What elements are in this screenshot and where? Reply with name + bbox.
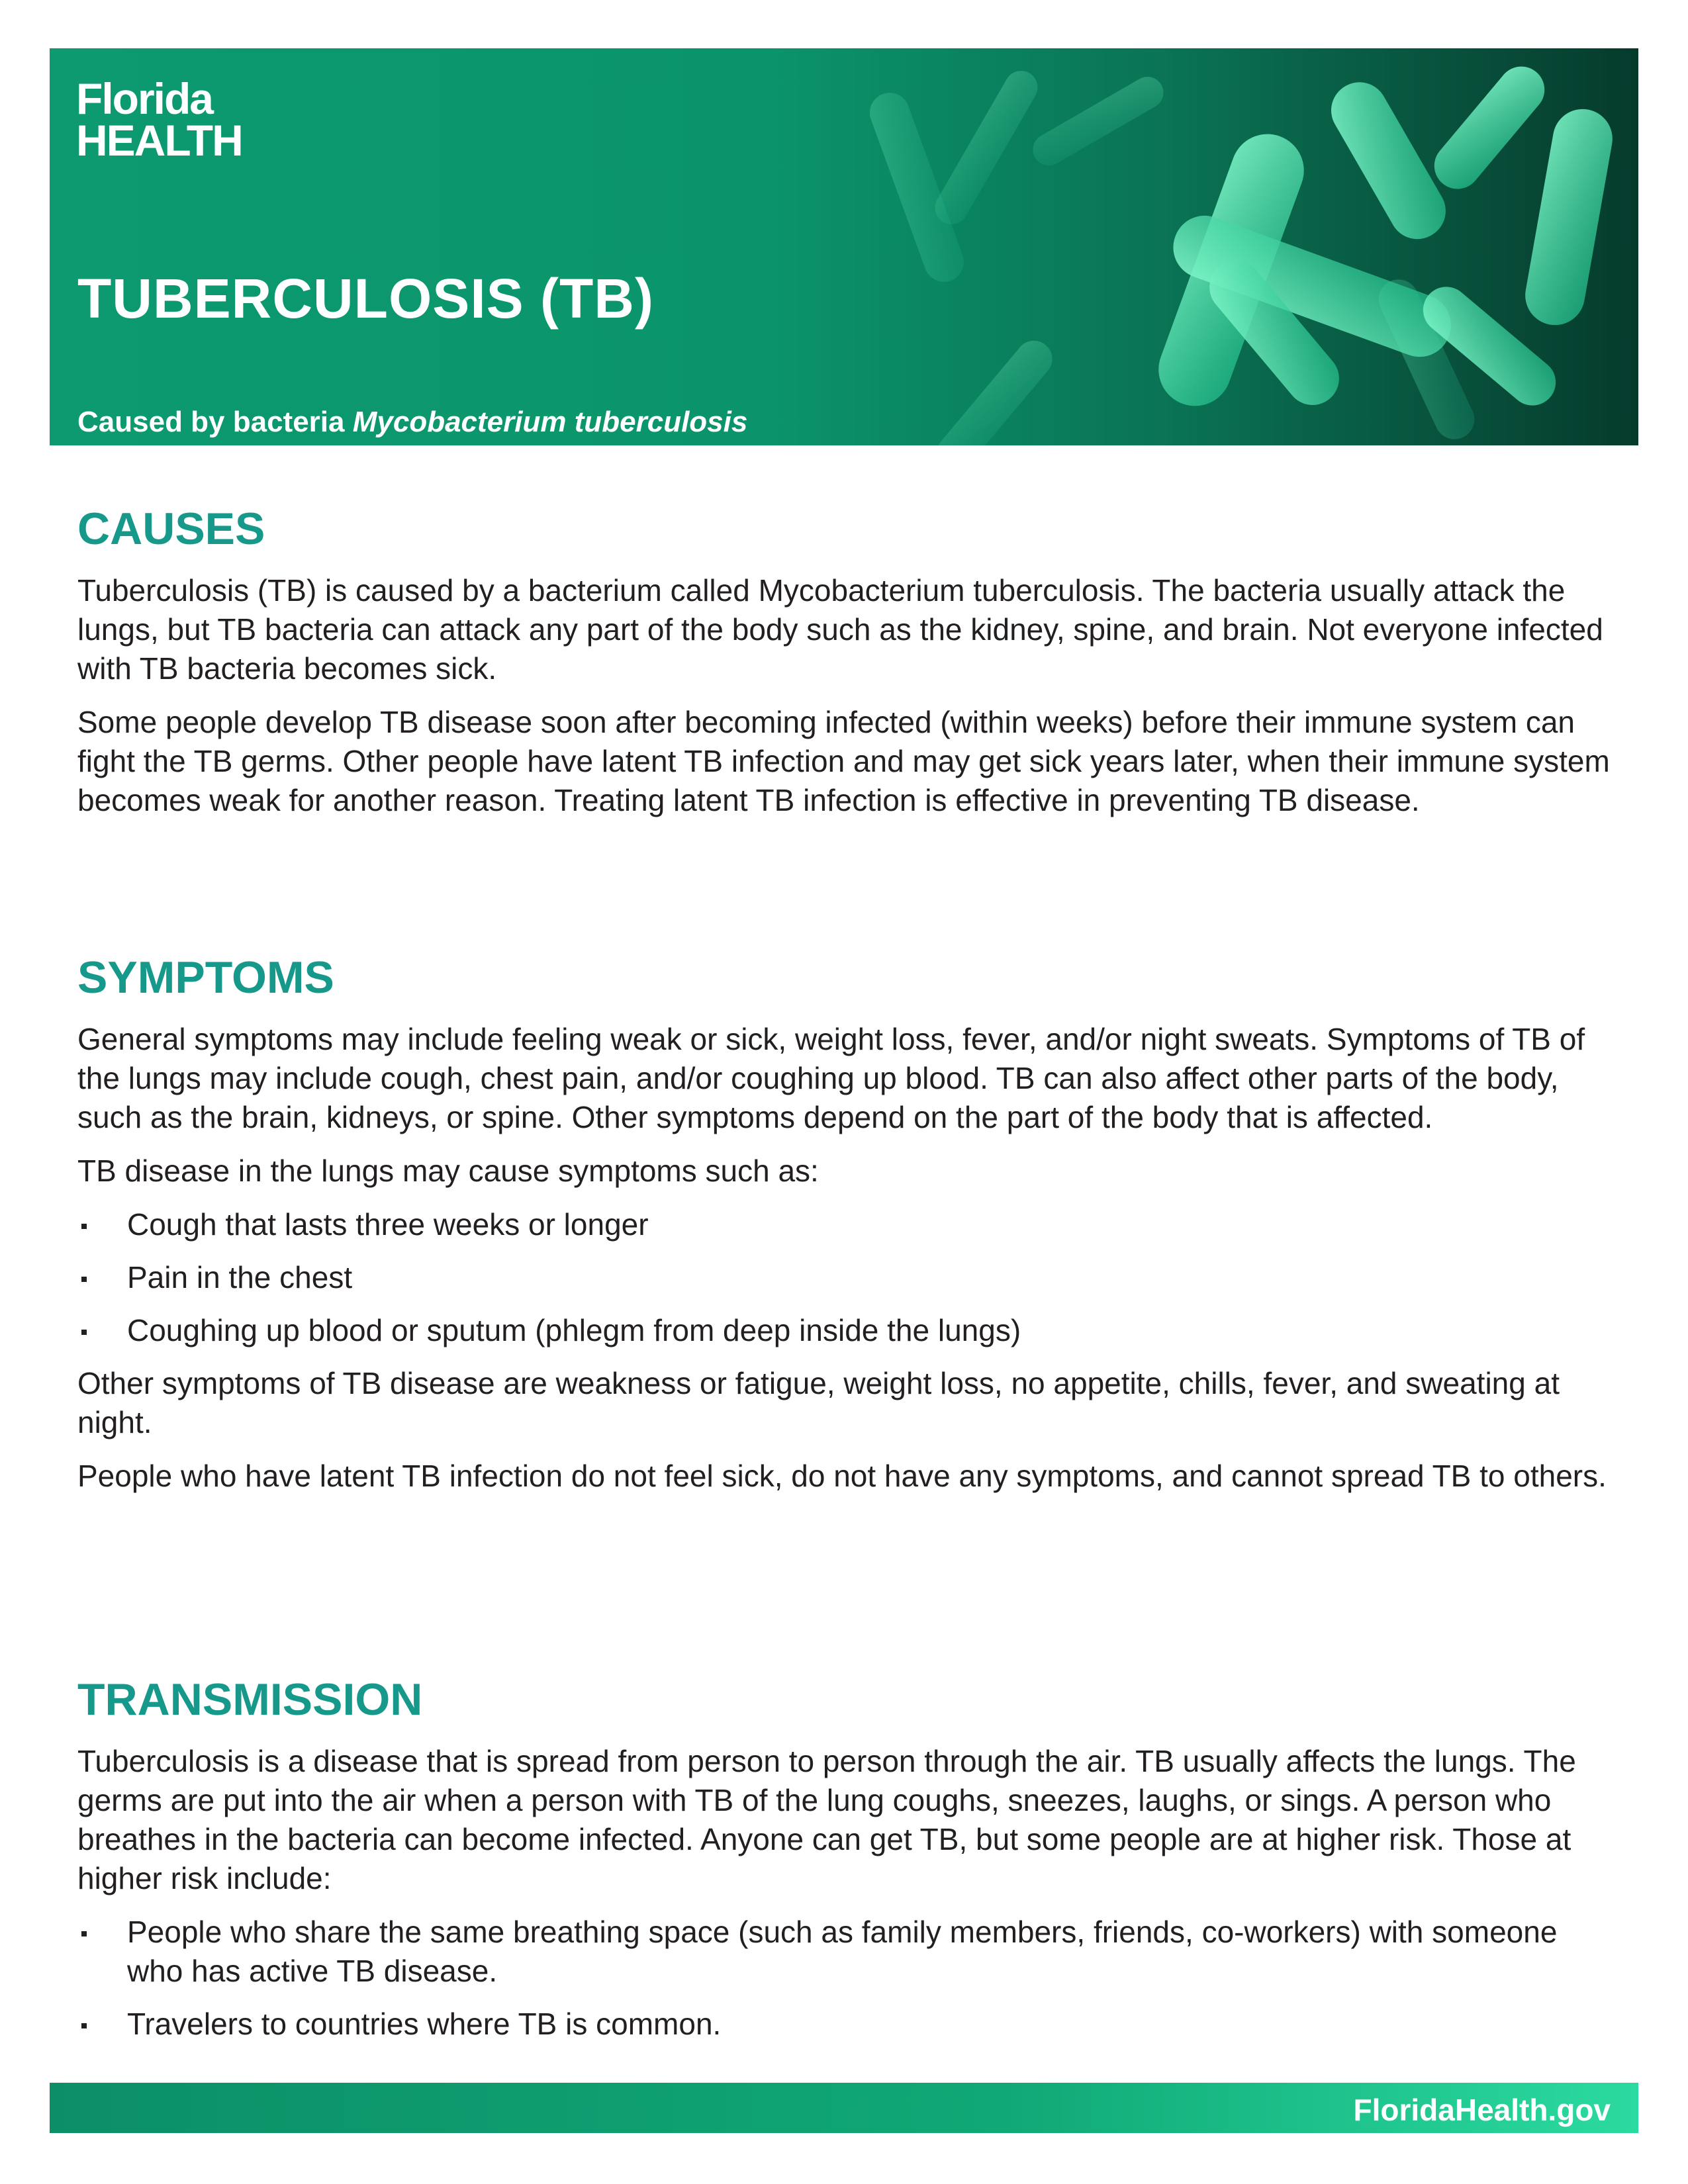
list-item: Coughing up blood or sputum (phlegm from deep inside the lungs) — [77, 1311, 1613, 1350]
causes-paragraph-2: Some people develop TB disease soon after becoming infected (within weeks) before their immune system can fight the TB germs. Other people have latent TB infection and may get sick years later, when their immune system becomes weak for another reason. Treating latent TB infection is effective in preventing TB disease. — [77, 705, 1610, 817]
causes-heading: CAUSES — [77, 504, 265, 554]
transmission-section — [77, 1674, 1613, 2058]
symptoms-section — [77, 952, 1613, 1496]
page-title: TUBERCULOSIS (TB) — [77, 267, 654, 330]
symptoms-other: Other symptoms of TB disease are weakness or fatigue, weight loss, no appetite, chills, fever, and sweating at night. — [77, 1366, 1560, 1439]
page-subtitle — [77, 402, 747, 441]
symptoms-list-intro: TB disease in the lungs may cause symptoms such as: — [77, 1154, 819, 1188]
subtitle-species: Mycobacterium tuberculosis — [352, 406, 748, 438]
logo-line-2: HEALTH — [76, 115, 242, 165]
symptoms-list — [77, 1205, 1613, 1350]
logo-line-1: Florida — [76, 74, 213, 123]
bacteria-illustration — [50, 48, 1638, 445]
list-item: Cough that lasts three weeks or longer — [77, 1205, 1613, 1244]
footer-website-link[interactable]: FloridaHealth.gov — [1353, 2093, 1611, 2127]
list-item: Travelers to countries where TB is common. — [77, 2005, 1613, 2044]
florida-health-logo — [76, 74, 242, 165]
transmission-intro: Tuberculosis is a disease that is spread from person to person through the air. TB usually affects the lungs. The germs are put into the air when a person with TB of the lung coughs, sneezes, laughs, or sings. A person who breathes in the bacteria can become infected. Anyone can get TB, but some people are at higher risk. Those at higher risk include: — [77, 1744, 1576, 1895]
header-banner — [50, 48, 1638, 445]
symptoms-latent: People who have latent TB infection do not feel sick, do not have any symptoms, and cannot spread TB to others. — [77, 1459, 1607, 1493]
symptoms-intro: General symptoms may include feeling weak or sick, weight loss, fever, and/or night sweats. Symptoms of TB of the lungs may include cough, chest pain, and/or coughing up blood. TB can also affect other parts of the body, such as the brain, kidneys, or spine. Other symptoms depend on the part of the body that is affected. — [77, 1022, 1585, 1134]
list-item: People who share the same breathing space (such as family members, friends, co-workers) with someone who has active TB disease. — [77, 1913, 1613, 1991]
subtitle-prefix: Caused by bacteria — [77, 406, 353, 438]
causes-section — [77, 506, 1613, 820]
transmission-list — [77, 1913, 1613, 2044]
list-item: Pain in the chest — [77, 1258, 1613, 1297]
causes-paragraph-1: Tuberculosis (TB) is caused by a bacterium called Mycobacterium tuberculosis. The bacteria usually attack the lungs, but TB bacteria can attack any part of the body such as the kidney, spine, and brain. Not everyone infected with TB bacteria becomes sick. — [77, 573, 1603, 686]
transmission-heading: TRANSMISSION — [77, 1674, 423, 1725]
symptoms-heading: SYMPTOMS — [77, 952, 334, 1003]
footer-bar — [50, 2083, 1638, 2133]
